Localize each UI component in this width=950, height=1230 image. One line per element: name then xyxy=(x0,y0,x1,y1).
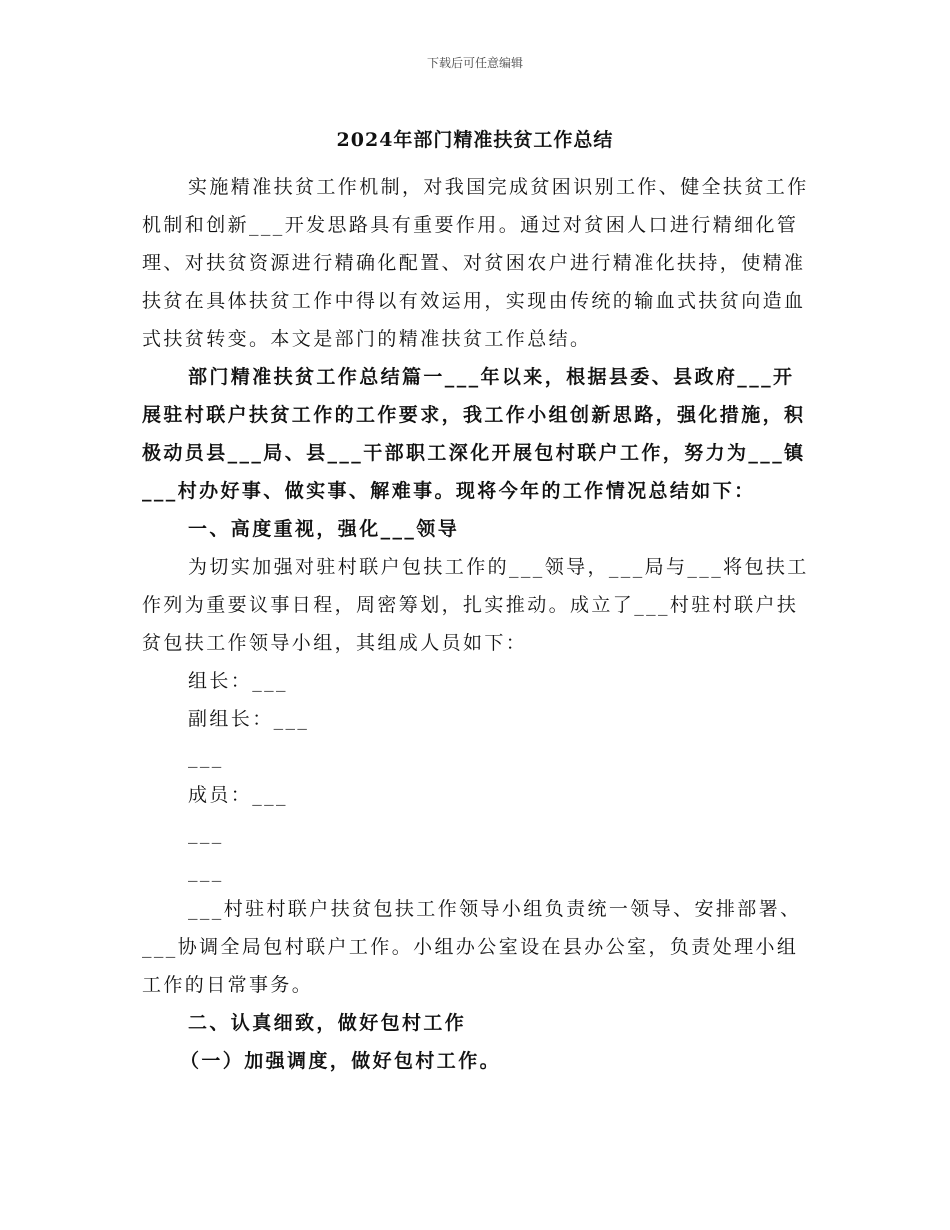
intro-paragraph: 实施精准扶贫工作机制，对我国完成贫困识别工作、健全扶贫工作机制和创新___开发思路具有重要作用。通过对贫困人口进行精细化管理、对扶贫资源进行精确化配置、对贫困农户进行精准化扶持，使精准扶贫在具体扶贫工作中得以有效运用，实现由传统的输血式扶贫向造血式扶贫转变。本文是部门的精准扶贫工作总结。 xyxy=(142,176,809,350)
members-line: 成员：___ xyxy=(188,784,288,806)
blank-line-2: ___ xyxy=(188,822,224,844)
deputy-line: 副组长：___ xyxy=(188,708,310,730)
section1-body: 为切实加强对驻村联户包扶工作的___领导，___局与___将包扶工作列为重要议事日程，周密筹划，扎实推动。成立了___村驻村联户扶贫包扶工作领导小组，其组成人员如下： xyxy=(142,556,809,654)
page-header-note: 下载后可任意编辑 xyxy=(426,56,523,70)
section2-heading: 二、认真细致，做好包村工作 xyxy=(188,1012,467,1034)
document-title: 2024年部门精准扶贫工作总结 xyxy=(336,129,614,151)
blank-line-1: ___ xyxy=(188,746,224,768)
blank-line-3: ___ xyxy=(188,860,224,882)
document-body xyxy=(142,168,810,1080)
leader-line: 组长：___ xyxy=(188,670,288,692)
bold-intro-paragraph: 部门精准扶贫工作总结篇一___年以来，根据县委、县政府___开展驻村联户扶贫工作的工作要求，我工作小组创新思路，强化措施，积极动员县___局、县___干部职工深化开展包村联户工作，努力为___镇___村办好事、做实事、解难事。现将今年的工作情况总结如下： xyxy=(142,366,806,502)
section2-subheading: （一）加强调度，做好包村工作。 xyxy=(180,1050,502,1072)
section1-heading: 一、高度重视，强化___领导 xyxy=(188,518,460,540)
section1-body-2: ___村驻村联户扶贫包扶工作领导小组负责统一领导、安排部署、___协调全局包村联户工作。小组办公室设在县办公室，负责处理小组工作的日常事务。 xyxy=(142,898,802,996)
